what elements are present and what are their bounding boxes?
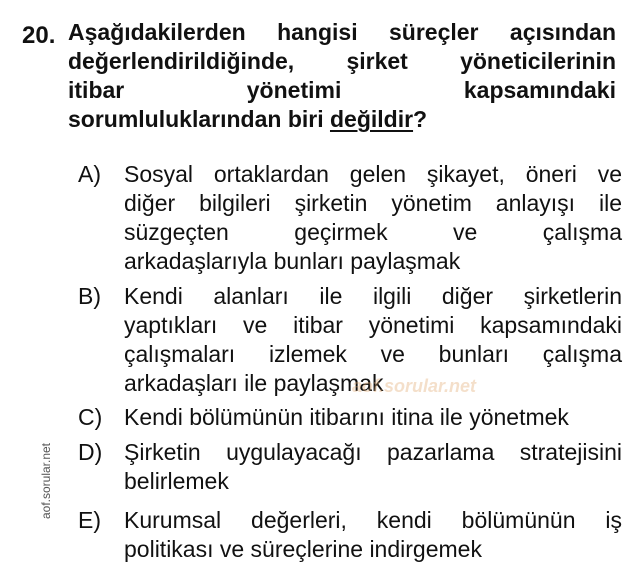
option-text [124,403,622,432]
question-line [68,105,616,134]
option-line: çalışmaları izlemek ve bunları çalışma [124,341,622,367]
option-label: C) [78,404,103,430]
option-label: E) [78,507,101,533]
option-line: belirlemek [124,468,229,494]
option-line: diğer bilgileri şirketin yönetim anlayışı ile [124,190,622,216]
option-label: A) [78,161,101,187]
question-line: Aşağıdakilerden hangisi süreçler açısından [68,19,616,45]
question-line: itibar yönetimi kapsamındaki [68,77,616,103]
option-line: arkadaşları ile paylaşmak [124,370,384,396]
question-text [68,18,616,134]
option-line: politikası ve süreçlerine indirgemek [124,536,482,562]
option-text [124,438,622,496]
option-line: Sosyal ortaklardan gelen şikayet, öneri ve [124,161,622,187]
side-watermark: aof.sorular.net [39,442,53,520]
option-text [124,160,622,276]
option-line: Kendi bölümünün itibarını itina ile yönetmek [124,404,569,430]
option-line: Kurumsal değerleri, kendi bölümünün iş [124,507,622,533]
center-watermark: aof.sorular.net [352,376,477,396]
option-text [124,506,622,564]
question-mark: ? [413,106,428,132]
question-number: 20. [22,22,56,49]
option-line: Kendi alanları ile ilgili diğer şirketlerin [124,283,622,309]
option-line: Şirketin uygulayacağı pazarlama stratejisini [124,439,622,465]
option-line: yaptıkları ve itibar yönetimi kapsamındaki [124,312,622,338]
question-line: değerlendirildiğinde, şirket yöneticilerinin [68,48,616,74]
question-line-prefix: sorumluluklarından biri [68,106,330,132]
negation-emphasis: değildir [329,106,414,132]
option-label: B) [78,283,101,309]
option-line: arkadaşlarıyla bunları paylaşmak [124,248,461,274]
option-label: D) [78,439,103,465]
option-line: süzgeçten geçirmek ve çalışma [124,219,622,245]
